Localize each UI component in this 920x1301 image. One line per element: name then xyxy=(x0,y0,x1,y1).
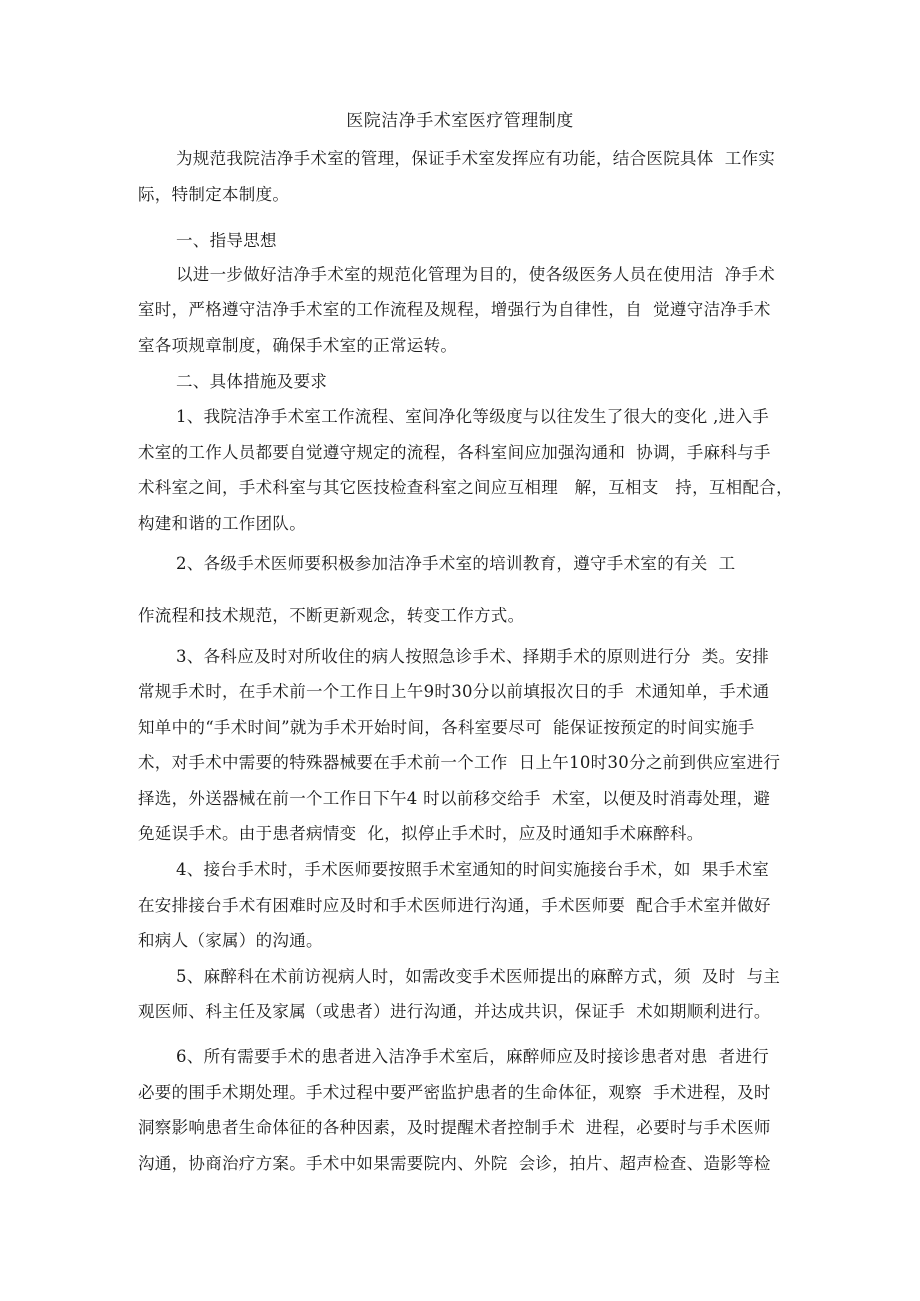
text-line: 2、各级手术医师要积极参加洁净手术室的培训教育，遵守手术室的有关 工 xyxy=(176,554,736,573)
section-heading: 一、指导思想 xyxy=(176,231,277,250)
text-line: 观医师、科主任及家属（或患者）进行沟通，并达成共识，保证手 术如期顺利进行。 xyxy=(138,1002,771,1021)
text-line: 术，对手术中需要的特殊器械要在手术前一个工作 日上午10时30分之前到供应室进行 xyxy=(138,753,781,772)
text-line: 知单中的“手术时间”就为手术开始时间，各科室要尽可 能保证按预定的时间实施手 xyxy=(138,718,755,737)
text-line: 在安排接台手术有困难时应及时和手术医师进行沟通，手术医师要 配合手术室并做好 xyxy=(138,896,771,915)
text-line: 必要的围手术期处理。手术过程中要严密监护患者的生命体征，观察 手术进程，及时 xyxy=(138,1083,771,1102)
text-line: 常规手术时，在手术前一个工作日上午9时30分以前填报次日的手 术通知单，手术通 xyxy=(138,682,770,701)
text-line: 以进一步做好洁净手术室的规范化管理为目的，使各级医务人员在使用洁 净手术 xyxy=(176,265,776,284)
text-line: 作流程和技术规范，不断更新观念，转变工作方式。 xyxy=(138,606,525,625)
text-line: 3、各科应及时对所收住的病人按照急诊手术、择期手术的原则进行分 类。安排 xyxy=(176,647,770,666)
text-line: 和病人（家属）的沟通。 xyxy=(138,931,323,950)
text-line: 术科室之间，手术科室与其它医技检查科室之间应互相理 解，互相支 持，互相配合， xyxy=(138,478,793,497)
text-line: 免延误手术。由于患者病情变 化，拟停止手术时，应及时通知手术麻醉科。 xyxy=(138,824,704,843)
text-line: 沟通，协商治疗方案。手术中如果需要院内、外院 会诊，拍片、超声检查、造影等检 xyxy=(138,1154,771,1173)
text-line: 室时，严格遵守洁净手术室的工作流程及规程，增强行为自律性，自 觉遵守洁净手术 xyxy=(138,300,771,319)
text-line: 5、麻醉科在术前访视病人时，如需改变手术医师提出的麻醉方式，须 及时 与主 xyxy=(176,967,781,986)
section-heading: 二、具体措施及要求 xyxy=(176,372,328,391)
document-title: 医院洁净手术室医疗管理制度 xyxy=(346,111,574,131)
text-line: 1、我院洁净手术室工作流程、室间净化等级度与以往发生了很大的变化 ,进入手 xyxy=(176,407,770,426)
text-line: 择选，外送器械在前一个工作日下午4 时以前移交给手 术室，以便及时消毒处理，避 xyxy=(138,789,771,808)
text-line: 为规范我院洁净手术室的管理，保证手术室发挥应有功能，结合医院具体 工作实 xyxy=(176,149,776,168)
text-line: 4、接台手术时，手术医师要按照手术室通知的时间实施接台手术，如 果手术室 xyxy=(176,860,770,879)
text-line: 际，特制定本制度。 xyxy=(138,185,290,204)
text-line: 室各项规章制度，确保手术室的正常运转。 xyxy=(138,336,458,355)
text-line: 构建和谐的工作团队。 xyxy=(138,514,306,533)
text-line: 6、所有需要手术的患者进入洁净手术室后，麻醉师应及时接诊患者对患 者进行 xyxy=(176,1047,770,1066)
text-line: 洞察影响患者生命体征的各种因素，及时提醒术者控制手术 进程，必要时与手术医师 xyxy=(138,1118,771,1137)
text-line: 术室的工作人员都要自觉遵守规定的流程，各科室间应加强沟通和 协调，手麻科与手 xyxy=(138,443,771,462)
